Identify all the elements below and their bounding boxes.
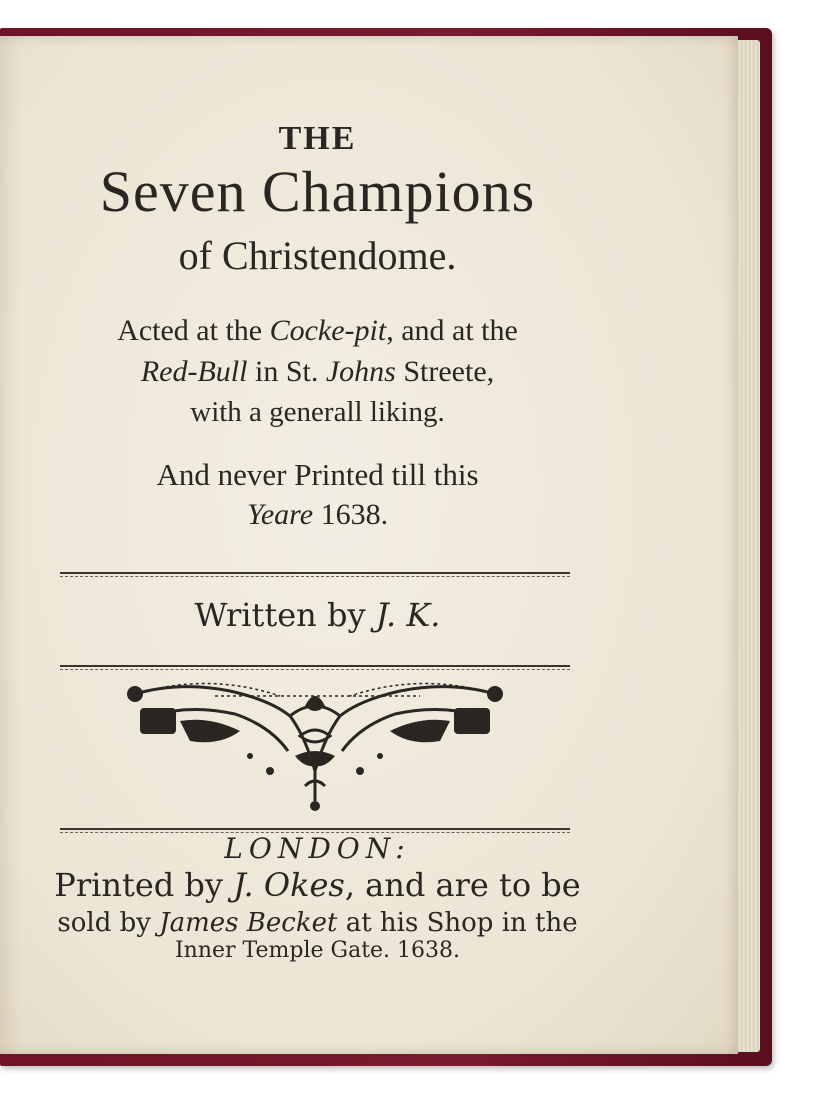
title-the: THE: [278, 120, 357, 157]
author-initials: J. K.: [375, 596, 441, 634]
text-johns: Johns: [325, 355, 396, 388]
divider-rule-bottom: [60, 828, 570, 830]
divider-rule-middle: [60, 665, 570, 667]
author-line: [0, 596, 635, 634]
text-and-are-to-be: , and are to be: [344, 866, 581, 904]
text-year-1638: 1638.: [320, 498, 389, 531]
imprint-seller-line: [0, 908, 635, 938]
text-red-bull: Red-Bull: [140, 355, 248, 388]
text-written-by: Written by: [194, 596, 366, 634]
title-page: [0, 36, 738, 1054]
text-and-at-the: , and at the: [386, 314, 518, 347]
imprint-address: Inner Temple Gate. 1638.: [174, 938, 461, 963]
performance-line-2: [0, 355, 635, 389]
title-main: Seven Champions: [99, 159, 536, 224]
seller-name: James Becket: [159, 908, 338, 938]
text-printed-by: Printed by: [54, 866, 223, 904]
divider-rule-top: [60, 572, 570, 574]
imprint-printer-line: [0, 866, 635, 904]
text-streete: Streete,: [403, 355, 495, 388]
text-sold-by: sold by: [57, 908, 151, 938]
printing-note-line-2: [0, 498, 635, 532]
performance-line-1: [0, 314, 635, 348]
performance-line-3: with a generall liking.: [190, 396, 445, 428]
text-yeare: Yeare: [246, 498, 314, 531]
imprint-city: LONDON:: [224, 832, 411, 865]
printers-ornament-icon: [120, 676, 510, 816]
text-acted: Acted at the: [117, 314, 263, 347]
text-at-his-shop: at his Shop in the: [345, 908, 578, 938]
title-subtitle: of Christendome.: [178, 233, 457, 278]
printer-name: J. Okes: [233, 866, 345, 904]
text-in-st: in St.: [254, 355, 319, 388]
printing-note-line-1: And never Printed till this: [156, 457, 479, 492]
text-cocke-pit: Cocke-pit: [269, 314, 387, 347]
